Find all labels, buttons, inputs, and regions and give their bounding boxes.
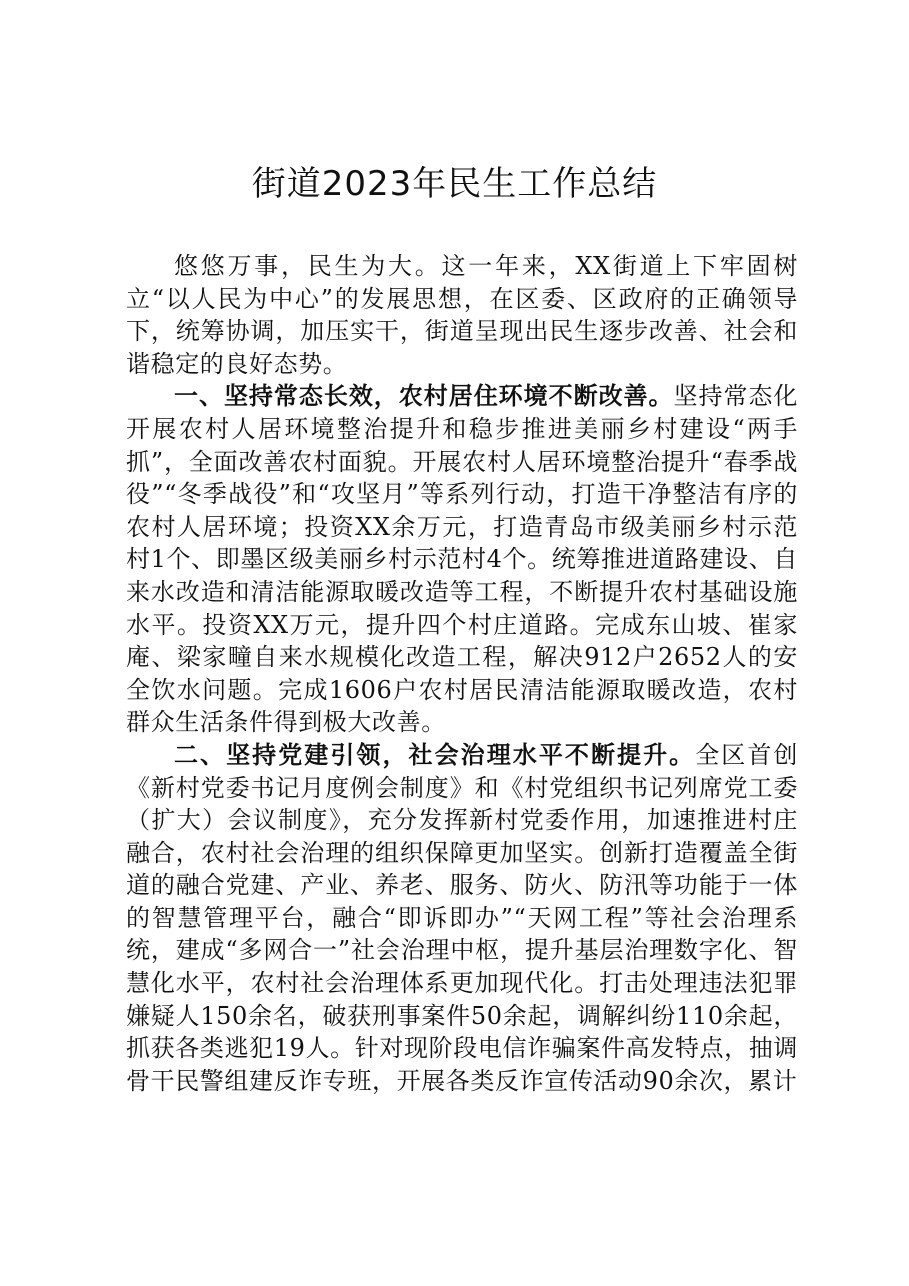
section-2-text: 全区首创《新村党委书记月度例会制度》和《村党组织书记列席党工委（扩大）会议制度》，充分发挥新村党委作用，加速推进村庄融合，农村社会治理的组织保障更加坚实。创新打造覆盖全街道的融合党建、产业、养老、服务、防火、防汛等功能于一体的智慧管理平台，融合“即诉即办”“天网工程”等社会治理系统，建成“多网合一”社会治理中枢，提升基层治理数字化、智慧化水平，农村社会治理体系更加现代化。打击处理违法犯罪嫌疑人150余名，破获刑事案件50余起，调解纠纷110余起，抓获各类逃犯19人。针对现阶段电信诈骗案件高发特点，抽调骨干民警组建反诈专班，开展各类反诈宣传活动90余次，累计 bbox=[126, 740, 799, 1095]
document-title: 街道2023年民生工作总结 bbox=[251, 164, 658, 204]
paragraph-intro bbox=[126, 250, 798, 380]
document-body bbox=[126, 250, 798, 1097]
paragraph-intro-text: 悠悠万事，民生为大。这一年来，XX街道上下牢固树立“以人民为中心”的发展思想，在区委、区政府的正确领导下，统筹协调，加压实干，街道呈现出民生逐步改善、社会和谐稳定的良好态势。 bbox=[126, 252, 798, 378]
paragraph-section-1 bbox=[126, 380, 798, 739]
section-2-heading: 二、坚持党建引领，社会治理水平不断提升。 bbox=[174, 740, 696, 769]
section-1-heading: 一、坚持常态长效，农村居住环境不断改善。 bbox=[174, 382, 674, 411]
section-1-text: 坚持常态化开展农村人居环境整治提升和稳步推进美丽乡村建设“两手抓”，全面改善农村面貌。开展农村人居环境整治提升“春季战役”“冬季战役”和“攻坚月”等系列行动，打造干净整洁有序的农村人居环境；投资XX余万元，打造青岛市级美丽乡村示范村1个、即墨区级美丽乡村示范村4个。统筹推进道路建设、自来水改造和清洁能源取暖改造等工程，不断提升农村基础设施水平。投资XX万元，提升四个村庄道路。完成东山坡、崔家庵、梁家疃自来水规模化改造工程，解决912户2652人的安全饮水问题。完成1606户农村居民清洁能源取暖改造，农村群众生活条件得到极大改善。 bbox=[126, 382, 798, 737]
paragraph-section-2 bbox=[126, 739, 798, 1098]
